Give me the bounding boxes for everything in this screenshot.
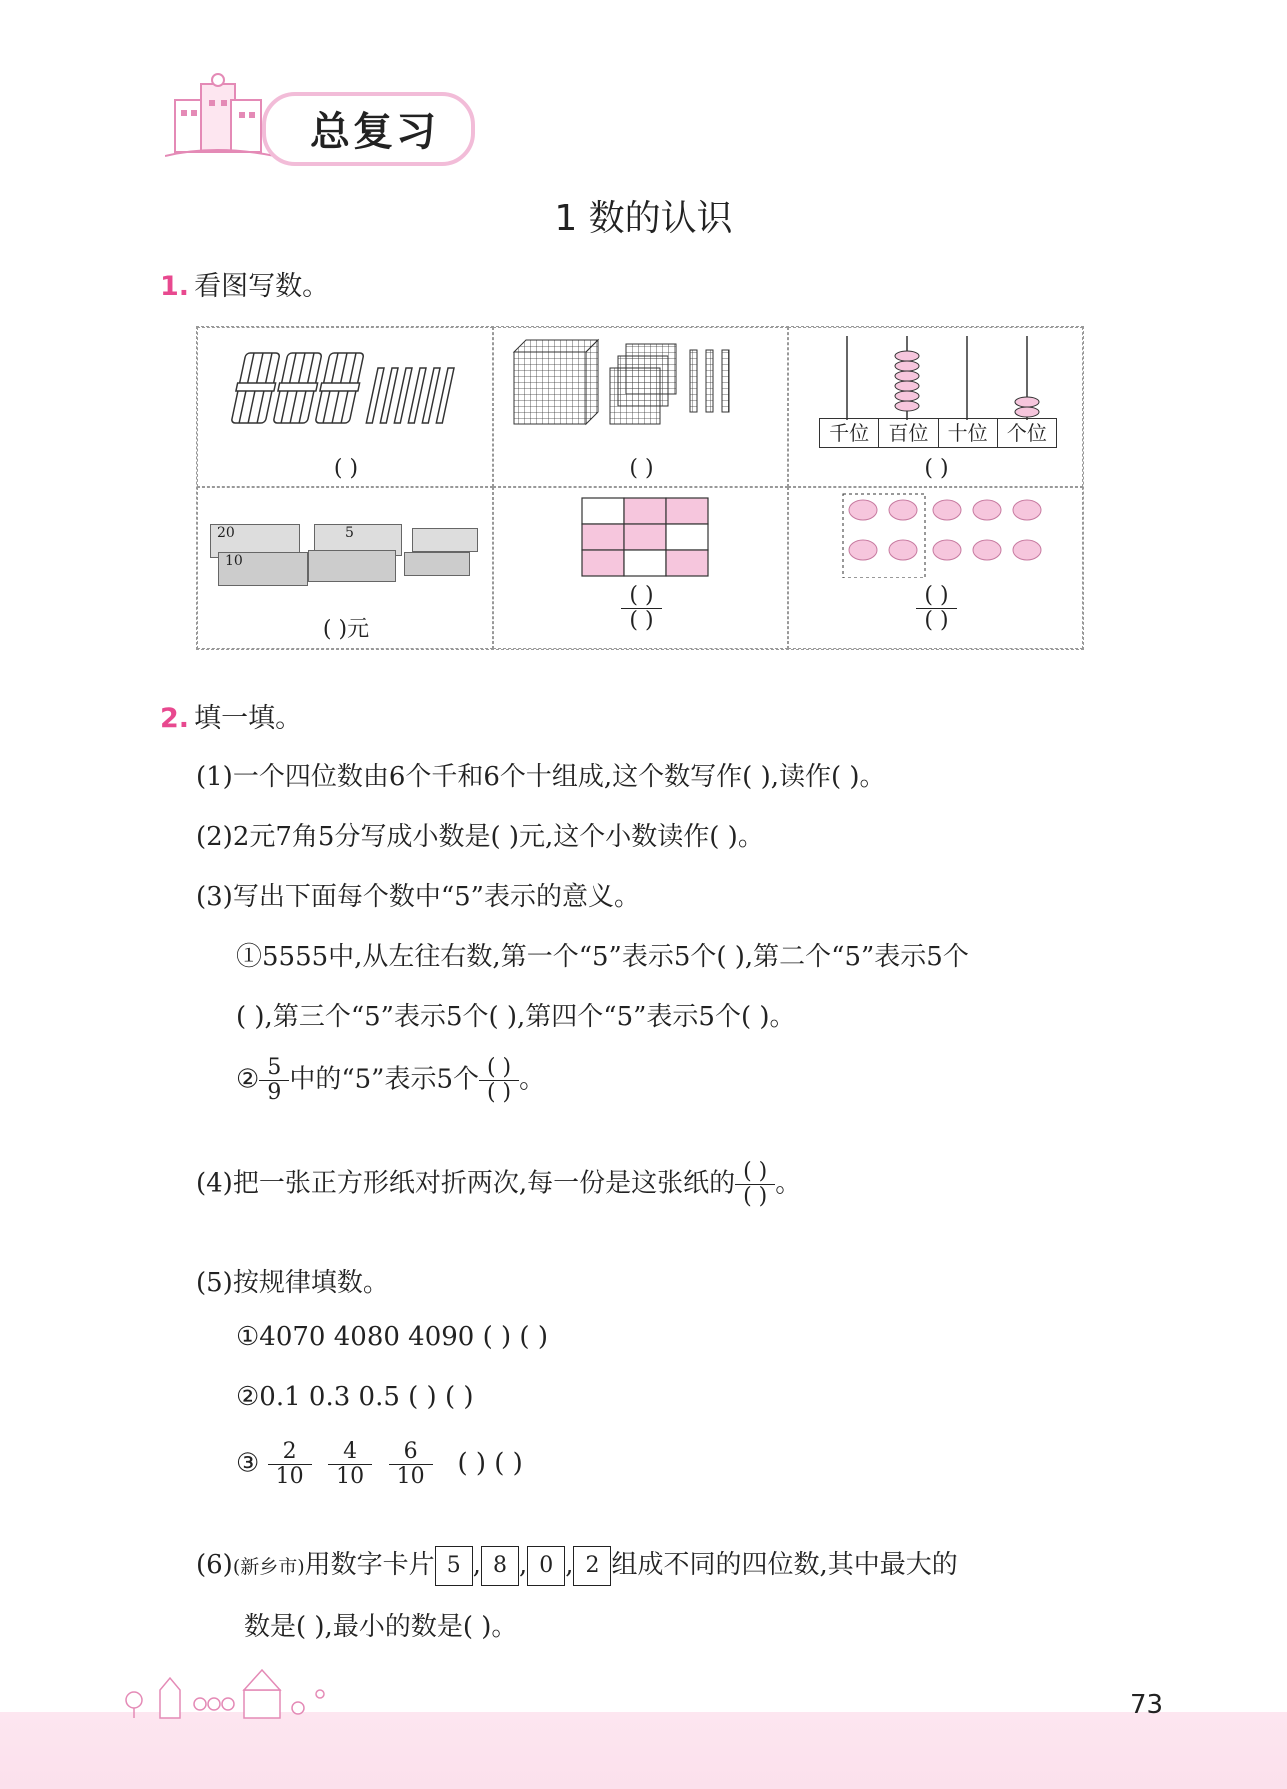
fraction-blank[interactable]: $\frac{( )}{( )}$ (479, 1056, 519, 1105)
q1-grid (196, 326, 1084, 650)
cell-fraction-figures (788, 487, 1083, 649)
banknote-small (412, 528, 478, 552)
banknote-small (404, 552, 470, 576)
cell-abacus (788, 327, 1083, 487)
shaded-rectangle-icon (494, 488, 789, 578)
page-number: 73 (1130, 1690, 1164, 1720)
cell-cubes (493, 327, 788, 487)
footer-town-icon (120, 1660, 380, 1720)
banknote-5: 5 (314, 524, 402, 556)
city-tag: (新乡市) (232, 1556, 305, 1578)
q2-title: 填一填。 (194, 703, 303, 734)
sticks-bundle-icon (198, 328, 494, 448)
q2-item-3a-line1: ①5555中,从左往右数,第一个“5”表示5个( ),第二个“5”表示5个 (236, 942, 969, 972)
place-label-tens: 十位 (939, 419, 998, 447)
flower-figures-icon (789, 488, 1084, 578)
cell-money (197, 487, 493, 649)
q2-item-3: (3)写出下面每个数中“5”表示的意义。 (196, 882, 640, 912)
q2-item-3a-line2: ( ),第三个“5”表示5个( ),第四个“5”表示5个( )。 (236, 1002, 796, 1032)
q2-item-5a: ①4070 4080 4090 ( ) ( ) (236, 1322, 548, 1352)
cell-fraction-rect (493, 487, 788, 649)
q2-item-5c: ③ $\frac{2}{10}$ $\frac{4}{10}$ $\frac{6}{10}$ ( ) ( ) (236, 1439, 523, 1490)
q2-item-6-line2: 数是( ),最小的数是( )。 (244, 1612, 518, 1642)
place-label-hundreds: 百位 (879, 419, 938, 447)
q2-heading (160, 696, 302, 735)
banknote-1 (308, 550, 396, 582)
place-label-thousands: 千位 (820, 419, 879, 447)
q2-item-5b: ②0.1 0.3 0.5 ( ) ( ) (236, 1382, 474, 1412)
money-answer-blank[interactable]: ( )元 (322, 617, 370, 642)
place-value-labels (819, 418, 1057, 448)
place-label-ones: 个位 (1006, 421, 1047, 445)
q2-item-2: (2)2元7角5分写成小数是( )元,这个小数读作( )。 (196, 822, 764, 852)
q1-title: 看图写数。 (194, 271, 330, 302)
section-title: 1 数的认识 (554, 198, 733, 239)
base-ten-blocks-icon (494, 328, 789, 448)
banknote-10: 10 (218, 552, 308, 586)
answer-blank[interactable]: ( ) (629, 456, 654, 481)
q1-number: 1. (160, 271, 190, 302)
q2-item-3b: ② $\frac{5}{9}$ 中的“5”表示5个 $\frac{( )}{( )}$ 。 (236, 1055, 546, 1106)
answer-blank[interactable]: ( ) (924, 456, 949, 481)
banner-title: 总复习 (310, 109, 439, 155)
fraction-answer[interactable]: $\frac{( )}{( )}$ (494, 584, 789, 633)
cell-sticks (197, 327, 493, 487)
answer-blank[interactable]: ( ) (333, 456, 359, 481)
q1-heading (160, 264, 329, 303)
footer-band (0, 1712, 1287, 1789)
digit-card: 5 (435, 1546, 473, 1586)
digit-card: 8 (481, 1546, 519, 1586)
q2-item-6: (6)(新乡市)用数字卡片 5 , 8 , 0 , 2 组成不同的四位数,其中最大的 (196, 1544, 958, 1586)
q2-item-5: (5)按规律填数。 (196, 1268, 389, 1298)
digit-card: 2 (573, 1546, 611, 1586)
abacus-icon (789, 328, 1084, 420)
digit-card: 0 (527, 1546, 565, 1586)
fraction-answer[interactable]: $\frac{( )}{( )}$ (789, 584, 1084, 633)
q2-item-4: (4)把一张正方形纸对折两次,每一份是这张纸的 $\frac{( )}{( )}$ 。 (196, 1159, 802, 1210)
q2-number: 2. (160, 703, 190, 734)
fraction-blank[interactable]: $\frac{( )}{( )}$ (735, 1160, 775, 1209)
q2-item-1: (1)一个四位数由6个千和6个十组成,这个数写作( ),读作( )。 (196, 762, 886, 792)
banknote-20: 20 (210, 524, 300, 558)
